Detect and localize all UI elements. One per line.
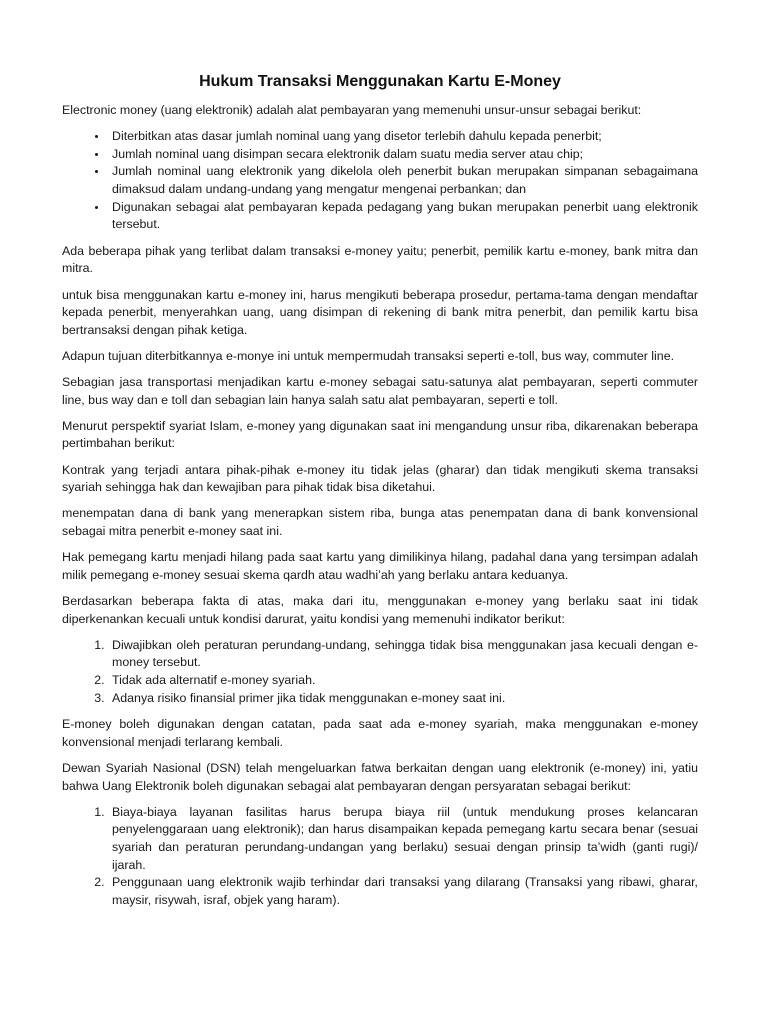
intro-paragraph: Electronic money (uang elektronik) adalah alat pembayaran yang memenuhi unsur-unsur sebagai berikut: bbox=[62, 103, 642, 117]
criteria-list bbox=[62, 128, 698, 234]
criteria-item: • Digunakan sebagai alat pembayaran kepada pedagang yang bukan merupakan penerbit uang elektronik tersebut. bbox=[108, 199, 698, 234]
conclusion-paragraph: Berdasarkan beberapa fakta di atas, maka dari itu, menggunakan e-money yang berlaku saat ini tidak diperkenankan kecuali untuk kondisi darurat, yaitu kondisi yang memenuhi indikator berikut: bbox=[62, 594, 698, 626]
criteria-item: • Jumlah nominal uang disimpan secara elektronik dalam suatu media server atau chip; bbox=[108, 146, 698, 164]
indicator-item: 2. Tidak ada alternatif e-money syariah. bbox=[108, 672, 698, 690]
indicator-list bbox=[62, 637, 698, 707]
document-page bbox=[62, 72, 698, 918]
parties-paragraph: Ada beberapa pihak yang terlibat dalam transaksi e-money yaitu; penerbit, pemilik kartu e-money, bank mitra dan mitra. bbox=[62, 243, 698, 276]
requirement-list bbox=[62, 804, 698, 910]
transport-paragraph: Sebagian jasa transportasi menjadikan kartu e-money sebagai satu-satunya alat pembayaran, seperti commuter line, bus way dan e toll dan sebagian lain hanya salah satu alat pembayaran, seperti e toll. bbox=[62, 375, 698, 407]
requirement-item: 1. Biaya-biaya layanan fasilitas harus berupa biaya riil (untuk mendukung proses kelancaran penyelenggaraan uang elektronik); dan harus disampaikan kepada pemegang kartu secara benar (sesuai syariah dan peraturan perundang-undangan yang berlaku) sesuai dengan prinsip ta’widh (ganti rugi)/ ijarah. bbox=[108, 804, 698, 874]
allowed-paragraph: E-money boleh digunakan dengan catatan, pada saat ada e-money syariah, maka menggunakan e-money konvensional menjadi terlarang kembali. bbox=[62, 717, 698, 749]
rights-paragraph: Hak pemegang kartu menjadi hilang pada saat kartu yang dimilikinya hilang, padahal dana yang tersimpan adalah milik pemegang e-money sesuai skema qardh atau wadhi’ah yang berlaku antara keduanya. bbox=[62, 550, 698, 582]
indicator-item: 3. Adanya risiko finansial primer jika tidak menggunakan e-money saat ini. bbox=[108, 690, 698, 708]
criteria-item: • Diterbitkan atas dasar jumlah nominal uang yang disetor terlebih dahulu kepada penerbit; bbox=[108, 128, 698, 146]
document-title: Hukum Transaksi Menggunakan Kartu E-Money bbox=[199, 73, 561, 90]
criteria-item: • Jumlah nominal uang elektronik yang dikelola oleh penerbit bukan merupakan simpanan sebagaimana dimaksud dalam undang-undang yang mengatur mengenai perbankan; dan bbox=[108, 163, 698, 198]
deposit-paragraph: menempatan dana di bank yang menerapkan sistem riba, bunga atas penempatan dana di bank konvensional sebagai mitra penerbit e-money saat ini. bbox=[62, 506, 698, 539]
indicator-item: 1. Diwajibkan oleh peraturan perundang-undang, sehingga tidak bisa menggunakan jasa kecuali dengan e-money tersebut. bbox=[108, 637, 698, 672]
procedure-paragraph: untuk bisa menggunakan kartu e-money ini, harus mengikuti beberapa prosedur, pertama-tama dengan mendaftar kepada penerbit, menyerahkan uang, uang disimpan di rekening di bank mitra penerbit, dan pemilik kartu bisa bertransaksi dengan pihak ketiga. bbox=[62, 287, 698, 337]
purpose-paragraph: Adapun tujuan diterbitkannya e-monye ini untuk mempermudah transaksi seperti e-toll, bus way, commuter line. bbox=[62, 348, 675, 363]
contract-paragraph: Kontrak yang terjadi antara pihak-pihak e-money itu tidak jelas (gharar) dan tidak mengikuti skema transaksi syariah sehingga hak dan kewajiban para pihak tidak bisa diketahui. bbox=[62, 462, 698, 495]
requirement-item: 2. Penggunaan uang elektronik wajib terhindar dari transaksi yang dilarang (Transaksi yang ribawi, gharar, maysir, risywah, israf, objek yang haram). bbox=[108, 874, 698, 909]
perspective-paragraph: Menurut perspektif syariat Islam, e-money yang digunakan saat ini mengandung unsur riba, dikarenakan beberapa pertimbahan berikut: bbox=[62, 418, 698, 451]
dsn-paragraph: Dewan Syariah Nasional (DSN) telah mengeluarkan fatwa berkaitan dengan uang elektronik (e-money) ini, yatiu bahwa Uang Elektronik boleh digunakan sebagai alat pembayaran dengan persyaratan sebagai berikut: bbox=[62, 760, 698, 793]
